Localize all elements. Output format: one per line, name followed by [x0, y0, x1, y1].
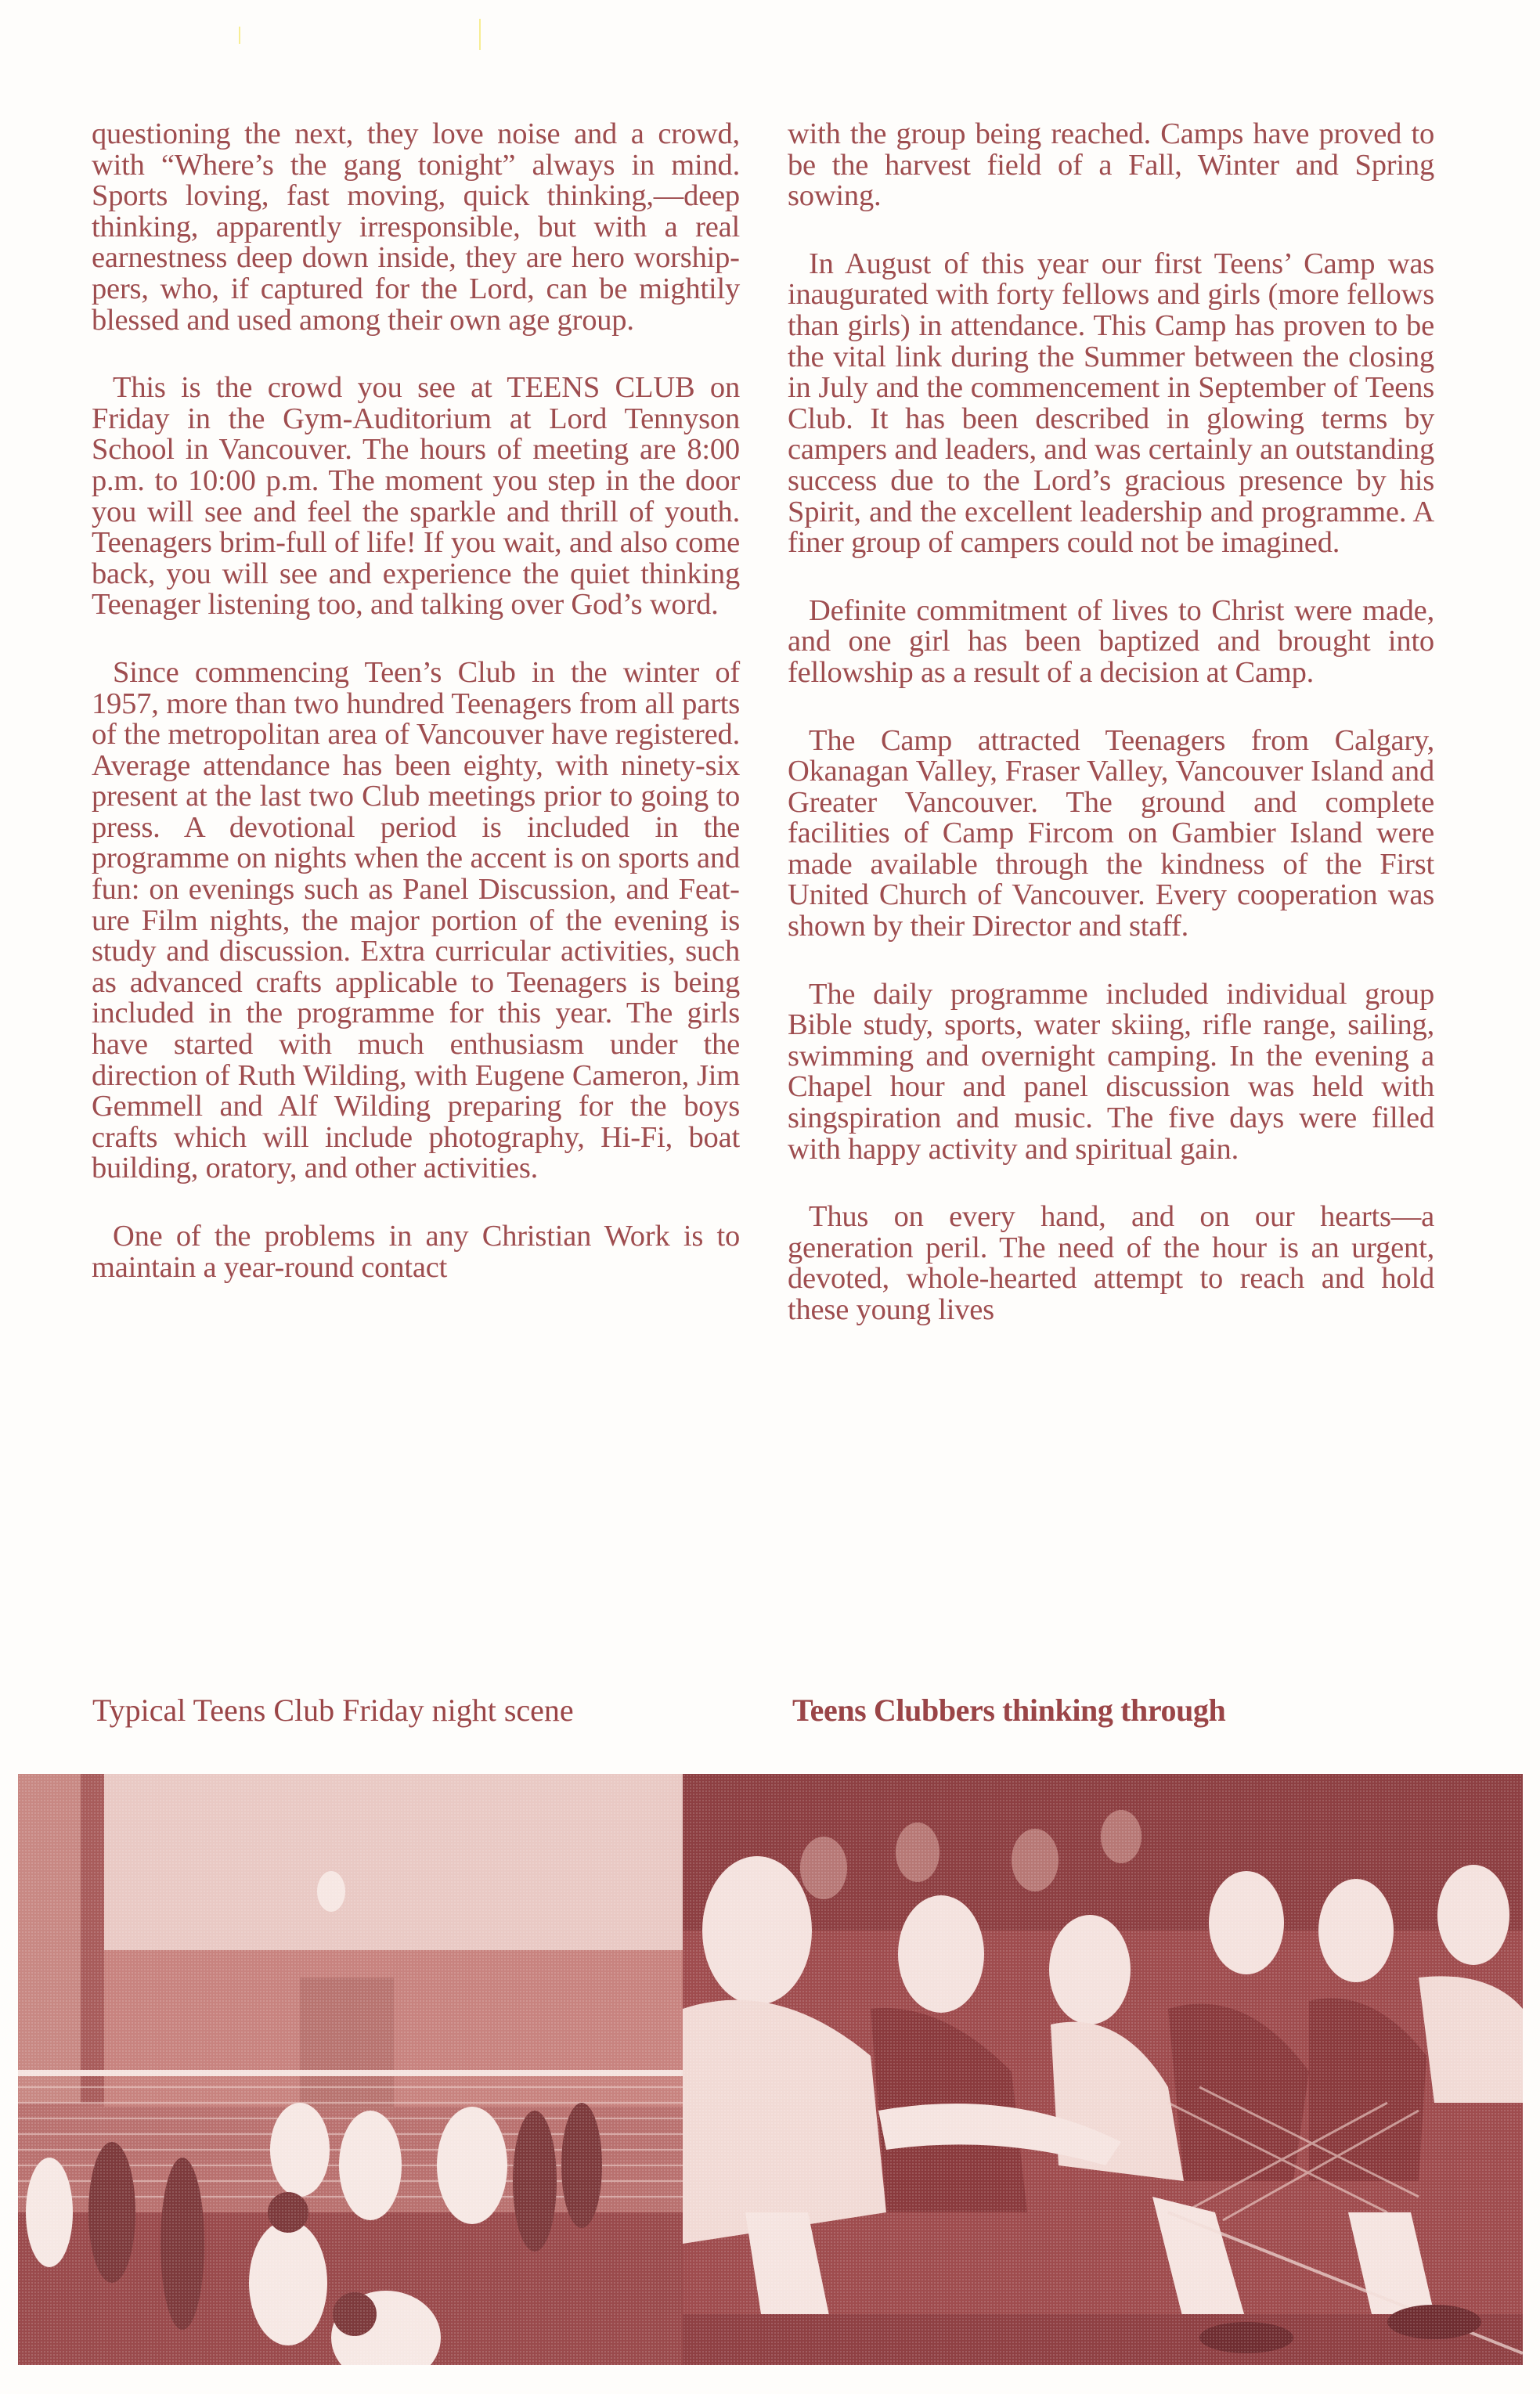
paragraph: The daily programme included individual group Bible study, sports, water skiing, rifle range, sailing, swimming and overnight camping. In the evening a Chapel hour and panel discussion was held with singspiration and music. The five days were filled with happy activity and spiritual gain.	[788, 977, 1434, 1166]
photo-caption-left: Typical Teens Club Friday night scene	[92, 1693, 574, 1728]
photo-teens-seated	[683, 1774, 1523, 2365]
teens-photo-illustration	[683, 1774, 1523, 2365]
paragraph: One of the problems in any Christian Work is to maintain a year-round contact	[92, 1220, 740, 1284]
paragraph: Since commencing Teen’s Club in the winter of 1957, more than two hundred Teenagers from all parts of the metropolitan area of Vancouver have registered. Average attendance has been eighty, with ninety-six present at the last two Club meetings prior to going to press. A devotional period is included in the programme on nights when the accent is on sports and fun: on evenings such as Panel Discussion, and Feature Film nights, the major portion of the evening is study and discussion. Extra curricular activities, such as advanced crafts applicable to Teenagers is being included in the programme for this year. The girls have started with much enthusiasm under the direction of Ruth Wilding, with Eugene Cameron, Jim Gemmell and Alf Wilding preparing for the boys crafts which will include photography, Hi-Fi, boat building, oratory, and other activities.	[92, 655, 740, 1185]
paragraph: In August of this year our first Teens’ Camp was inaugurated with forty fellows and girls (more fellows than girls) in attendance. This Camp has proven to be the vital link during the Summer between the closing in July and the commencement in September of Teens Club. It has been described in glowing terms by campers and leaders, and was certainly an outstanding success due to the Lord’s gracious presence by his Spirit, and the excellent leadership and programme. A finer group of campers could not be imagined.	[788, 247, 1434, 560]
right-text-column	[788, 119, 1434, 1326]
photo-caption-right: Teens Clubbers thinking through	[792, 1693, 1226, 1728]
scan-artifact	[239, 27, 240, 44]
paragraph: The Camp attracted Teenagers from Calgary, Okanagan Valley, Fraser Valley, Vancouver Island and Greater Vancouver. The ground and complete facilities of Camp Fircom on Gambier Island were made available through the kindness of the First United Church of Vancouver. Every cooperation was shown by their Director and staff.	[788, 723, 1434, 943]
paragraph: Definite commitment of lives to Christ were made, and one girl has been baptized and brought into fellowship as a result of a decision at Camp.	[788, 593, 1434, 689]
photo-volleyball-scene	[18, 1774, 683, 2365]
paragraph: questioning the next, they love noise and a crowd, with “Where’s the gang tonight” always in mind. Sports loving, fast moving, quick thinking,—deep thinking, apparently irresponsible, but with a real earnestness deep down inside, they are hero worshippers, who, if captured for the Lord, can be mightily blessed and used among their own age group.	[92, 117, 740, 337]
scan-artifact	[479, 19, 481, 50]
left-text-column	[92, 119, 740, 1283]
paragraph: Thus on every hand, and on our hearts—a generation peril. The need of the hour is an urgent, devoted, whole-hearted attempt to reach and hold these young lives	[788, 1200, 1434, 1326]
paragraph: with the group being reached. Camps have proved to be the harvest field of a Fall, Winter and Spring sowing.	[788, 117, 1434, 213]
paragraph: This is the crowd you see at TEENS CLUB on Friday in the Gym-Auditorium at Lord Tennyson School in Vancouver. The hours of meeting are 8:00 p.m. to 10:00 p.m. The moment you step in the door you will see and feel the sparkle and thrill of youth. Teenagers brim-full of life! If you wait, and also come back, you will see and experience the quiet thinking Teenager listening too, and talking over God’s word.	[92, 371, 740, 622]
volleyball-photo-illustration	[18, 1774, 683, 2365]
